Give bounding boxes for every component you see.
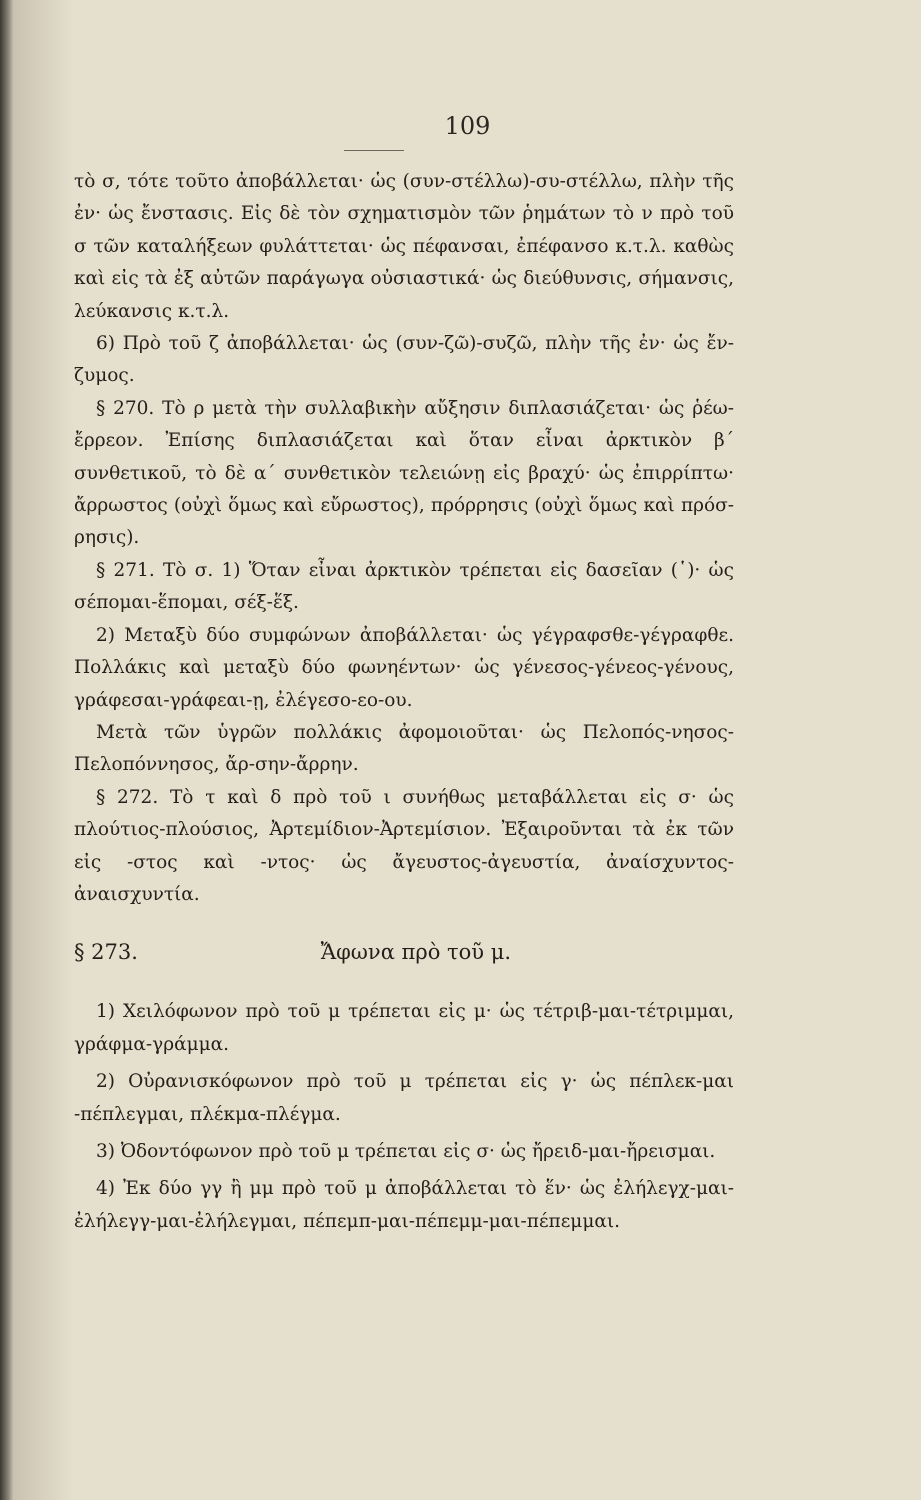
list-item: 1) Χειλόφωνον πρὸ τοῦ μ τρέπεται εἰς μ· ὡς τέτριβ-μαι-τέτριμμαι, γράφμα-γράμμα. bbox=[74, 1001, 734, 1055]
section-heading bbox=[74, 940, 734, 964]
list-item: 2) Οὐρανισκόφωνον πρὸ τοῦ μ τρέπεται εἰς γ· ὡς πέπλεκ-μαι -πέπλεγμαι, πλέκμα-πλέγμα. bbox=[74, 1071, 734, 1125]
paragraph-section-270: § 270. Τὸ ρ μετὰ τὴν συλλαβικὴν αὔξησιν διπλασιάζεται· ὡς ῥέω-ἔρρεον. Ἐπίσης διπλασιάζεται καὶ ὅταν εἶναι ἀρκτικὸν β΄ συνθετικοῦ, τὸ δὲ α΄ συνθετικὸν τελειώνῃ εἰς βραχύ· ὡς ἐπιρρίπτω· ἄρρωστος (οὐχὶ ὅμως καὶ εὔρωστος), πρόρρησις (οὐχὶ ὅμως καὶ πρόσ-ρησις). bbox=[74, 397, 734, 549]
page-sheet bbox=[14, 0, 921, 1500]
rule-list bbox=[74, 995, 734, 1238]
paragraph-section-272: § 272. Τὸ τ καὶ δ πρὸ τοῦ ι συνήθως μεταβάλλεται εἰς σ· ὡς πλούτιος-πλούσιος, Ἀρτεμίδιον-Ἀρτεμίσιον. Ἐξαιροῦνται τὰ ἐκ τῶν εἰς -στος καὶ -ντος· ὡς ἄγευστος-ἀγευστία, ἀναίσχυντος-ἀναισχυντία. bbox=[74, 786, 734, 905]
section-title: Ἄφωνα πρὸ τοῦ μ. bbox=[320, 940, 512, 964]
paragraph: τὸ σ, τότε τοῦτο ἀποβάλλεται· ὡς (συν-στέλλω)-συ-στέλλω, πλὴν τῆς ἐν· ὡς ἔνστασις. Εἰς δὲ τὸν σχηματισμὸν τῶν ῥημάτων τὸ ν πρὸ τοῦ σ τῶν καταλήξεων φυλάττεται· ὡς πέφανσαι, ἐπέφανσο κ.τ.λ. καθὼς καὶ εἰς τὰ ἐξ αὐτῶν παράγωγα οὐσιαστικά· ὡς διεύθυνσις, σήμανσις, λεύκανσις κ.τ.λ. bbox=[74, 171, 734, 322]
section-number: § 273. bbox=[74, 940, 138, 964]
list-item: 3) Ὀδοντόφωνον πρὸ τοῦ μ τρέπεται εἰς σ· ὡς ἤρειδ-μαι-ἤρεισμαι. bbox=[96, 1141, 716, 1162]
page-number-underline bbox=[344, 150, 404, 151]
paragraph: 6) Πρὸ τοῦ ζ ἀποβάλλεται· ὡς (συν-ζῶ)-συζῶ, πλὴν τῆς ἐν· ὡς ἔν-ζυμος. bbox=[74, 333, 734, 387]
book-spine bbox=[0, 0, 14, 1500]
list-item: 4) Ἐκ δύο γγ ἢ μμ πρὸ τοῦ μ ἀποβάλλεται τὸ ἕν· ὡς ἐλήλεγχ-μαι-ἐλήλεγγ-μαι-ἐλήλεγμαι, πέπεμπ-μαι-πέπεμμ-μαι-πέπεμμαι. bbox=[74, 1178, 734, 1232]
paragraph: Μετὰ τῶν ὑγρῶν πολλάκις ἀφομοιοῦται· ὡς Πελοπός-νησος-Πελοπόννησος, ἄρ-σην-ἄρρην. bbox=[74, 721, 734, 776]
paragraph-section-271: § 271. Τὸ σ. 1) Ὅταν εἶναι ἀρκτικὸν τρέπεται εἰς δασεῖαν (῾)· ὡς σέπομαι-ἕπομαι, σέξ-ἕξ. bbox=[74, 559, 734, 614]
paragraph: 2) Μεταξὺ δύο συμφώνων ἀποβάλλεται· ὡς γέγραφσθε-γέγραφθε. Πολλάκις καὶ μεταξὺ δύο φωνηέντων· ὡς γένεσος-γένεος-γένους, γράφεσαι-γράφεαι-ῃ, ἐλέγεσο-εο-ου. bbox=[74, 624, 734, 711]
page-number: 109 bbox=[444, 112, 491, 140]
body-text bbox=[74, 166, 734, 911]
